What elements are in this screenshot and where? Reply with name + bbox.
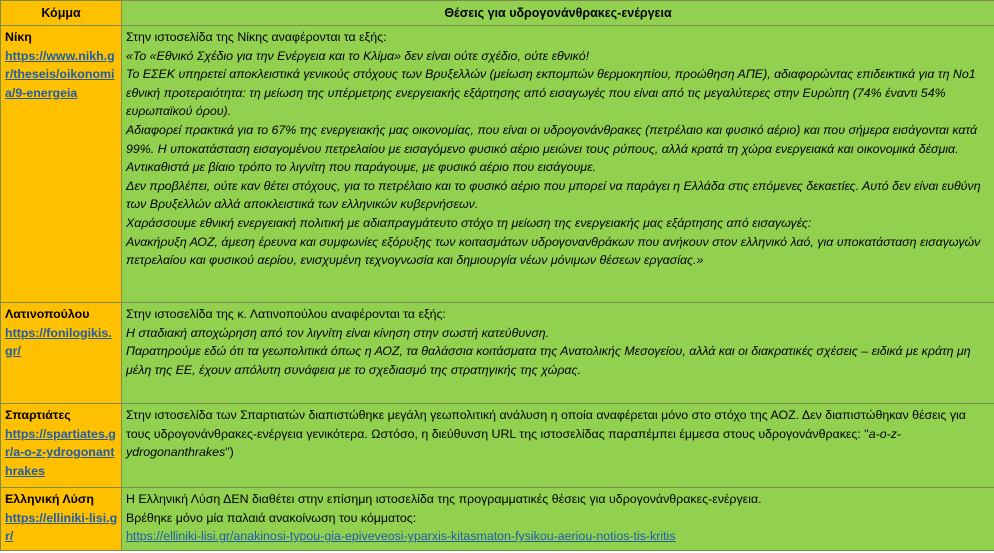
header-positions: Θέσεις για υδρογονάνθρακες-ενέργεια — [122, 1, 994, 26]
quote-line: Η σταδιακή αποχώρηση από τον λιγνίτη είναι κίνηση στην σωστή κατεύθυνση. — [126, 325, 550, 340]
party-cell — [1, 488, 122, 551]
party-link[interactable]: https://fonilogikis.gr/ — [5, 325, 112, 359]
quote-line: Το ΕΣΕΚ υπηρετεί αποκλειστικά γενικούς στόχους των Βρυξελλών (μείωση εκπομπών θερμοκηπίου, προώθηση ΑΠΕ), αδιαφορώντας επιδεικτικά για τη Νο1 εθνική προτεραιότητα: τη μείωση της υπέρμετρης ενεργειακής εξάρτησης από εισαγωγές που είναι από τις μεγαλύτερες στην Ευρώπη (74% έναντι 54% ευρωπαϊκού όρου). — [126, 67, 976, 119]
party-cell — [1, 404, 122, 488]
announcement-link[interactable]: https://elliniki-lisi.gr/anakinosi-typou-gia-epiveveosi-yparxis-kitasmaton-fysikou-aeriou-notios-tis-kritis — [126, 529, 676, 544]
header-row — [1, 1, 994, 26]
positions-cell — [122, 303, 994, 404]
url-slug-quote: a-o-z-ydrogonanthrakes — [126, 426, 902, 460]
party-link[interactable]: https://spartiates.gr/a-o-z-ydrogonanthrakes — [5, 426, 116, 478]
party-name: Σπαρτιάτες — [5, 408, 71, 422]
table-row — [1, 488, 994, 551]
positions-cell — [122, 404, 994, 488]
statement-text: Η Ελληνική Λύση ΔΕΝ διαθέτει στην επίσημη ιστοσελίδα της προγραμματικές θέσεις για υδρογονάνθρακες-ενέργεια. — [126, 492, 762, 506]
quote-close: ") — [225, 445, 234, 460]
party-cell — [1, 26, 122, 303]
header-party: Κόμμα — [1, 1, 122, 26]
table-row — [1, 404, 994, 488]
party-name: Ελληνική Λύση — [5, 492, 94, 506]
quote-line: «Το «Εθνικό Σχέδιο για την Ενέργεια και το Κλίμα» δεν είναι ούτε σχέδιο, ούτε εθνικό! — [126, 48, 590, 63]
party-link[interactable]: https://elliniki-lisi.gr/ — [5, 510, 118, 544]
table-row — [1, 303, 994, 404]
intro-text: Στην ιστοσελίδα της Νίκης αναφέρονται τα εξής: — [126, 30, 387, 44]
quote-line: Δεν προβλέπει, ούτε καν θέτει στόχους, για το πετρέλαιο και το φυσικό αέριο που μπορεί να παράγει η Ελλάδα στις επόμενες δεκαετίες. Αυτό δεν είναι ευθύνη των Βρυξελλών αλλά αποκλειστικά των ελληνικών κυβερνήσεων. — [126, 178, 981, 212]
analysis-text: Στην ιστοσελίδα των Σπαρτιατών διαπιστώθηκε μεγάλη γεωπολιτική ανάλυση η οποία αναφέρεται μόνο στο στόχο της ΑΟΖ. Δεν διαπιστώθηκαν θέσεις για τους υδρογονάνθρακες-ενέργεια γενικότερα. Ωστόσο, η διεύθυνση URL της ιστοσελίδας παραπέμπει έμμεσα στους υδρογονάνθρακες: " — [126, 408, 966, 441]
positions-cell — [122, 26, 994, 303]
quote-line: Παρατηρούμε εδώ ότι τα γεωπολιτικά όπως η ΑΟΖ, τα θαλάσσια κοιτάσματα της Ανατολικής Μεσογείου, αλλά και οι διακρατικές σχέσεις – ειδικά με κράτη μη μέλη της ΕΕ, έχουν απόλυτη συνάφεια με το σχεδιασμό της στρατηγικής της χώρας. — [126, 344, 971, 377]
quote-line: Χαράσσουμε εθνική ενεργειακή πολιτική με αδιαπραγμάτευτο στόχο τη μείωση της ενεργειακής μας εξάρτησης από εισαγωγές: — [126, 215, 812, 230]
party-cell — [1, 303, 122, 404]
statement-text: Βρέθηκε μόνο μία παλαιά ανακοίνωση του κόμματος: — [126, 510, 417, 525]
quote-line: Ανακήρυξη ΑΟΖ, άμεση έρευνα και συμφωνίες εξόρυξης των κοιτασμάτων υδρογονανθράκων που ανήκουν στον ελληνικό λαό, για υποκατάσταση εισαγωγών πετρελαίου και φυσικού αερίου, ενισχυμένη τεχνογνωσία και δημιουργία νέων μόνιμων θέσεων εργασίας.» — [126, 234, 981, 268]
table-row — [1, 26, 994, 303]
party-name: Νίκη — [5, 30, 32, 44]
party-link[interactable]: https://www.nikh.gr/theseis/oikonomia/9-energeia — [5, 48, 115, 100]
quote-line: Αδιαφορεί πρακτικά για το 67% της ενεργειακής μας οικονομίας, που είναι οι υδρογονάνθρακες (πετρέλαιο και φυσικό αέριο) και που σήμερα εισάγονται κατά 99%. Η υποκατάσταση εισαγομένου πετρελαίου με εισαγόμενο φυσικό αέριο μειώνει τους ρύπους, αλλά κρατά τη χώρα ενεργειακά και οικονομικά δέσμια. — [126, 122, 978, 156]
party-name: Λατινοπούλου — [5, 307, 90, 321]
quote-line: Αντικαθιστά με βίαιο τρόπο το λιγνίτη που παράγουμε, με φυσικό αέριο που εισάγουμε. — [126, 160, 596, 175]
positions-cell — [122, 488, 994, 551]
intro-text: Στην ιστοσελίδα της κ. Λατινοπούλου αναφέρονται τα εξής: — [126, 307, 446, 321]
